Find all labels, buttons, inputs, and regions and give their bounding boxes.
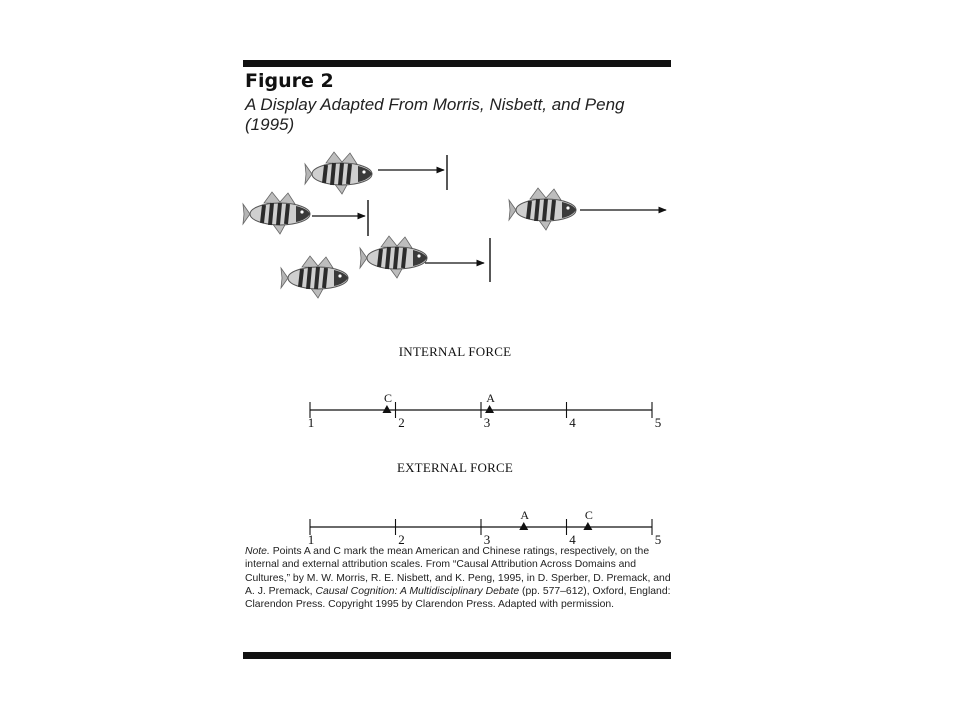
external-marker-c [583, 522, 592, 530]
internal-force-title: INTERNAL FORCE [398, 344, 512, 359]
internal-marker-c [382, 405, 391, 413]
external-tick-label-2: 2 [398, 532, 405, 547]
internal-tick-label-5: 5 [654, 415, 662, 430]
internal-tick-label-1: 1 [307, 415, 315, 430]
internal-marker-label-a: A [486, 391, 495, 405]
external-force-title: EXTERNAL FORCE [396, 460, 514, 475]
fish-bottom [281, 256, 348, 298]
external-marker-label-c: C [584, 508, 593, 522]
fish-group-right [509, 188, 666, 230]
note-text-2: (pp. 577–612), Oxford, England: Clarendon Press. Copyright 1995 by Clarendon Press. Adapted with permission. [245, 585, 671, 611]
internal-tick-label-3: 3 [483, 415, 491, 430]
external-marker-a [519, 522, 528, 530]
external-tick-label-5: 5 [654, 532, 662, 547]
figure-label: Figure 2 [245, 70, 334, 92]
fish-display [240, 150, 670, 310]
note-lead: Note. [245, 546, 270, 557]
internal-tick-label-2: 2 [398, 415, 405, 430]
external-tick-label-1: 1 [307, 532, 315, 547]
external-force-scale [300, 505, 670, 550]
top-rule [243, 60, 671, 67]
note-book-title: Causal Cognition: A Multidisciplinary Debate [315, 585, 520, 597]
internal-marker-label-c: C [383, 391, 392, 405]
bottom-rule [243, 652, 671, 659]
note-text-1: Points A and C mark the mean American and Chinese ratings, respectively, on the internal and external attribution scales. From “Causal Attribution Across Domains and Cultures,” by M. W. Morris, R. E. Nisbett, and K. Peng, 1995, in D. Sperber, D. Premack, and A. J. Premack, [245, 546, 671, 597]
external-marker-label-a: A [520, 508, 530, 522]
internal-tick-label-4: 4 [569, 415, 576, 430]
internal-marker-a [485, 405, 494, 413]
external-tick-label-4: 4 [569, 532, 576, 547]
fish-middle [360, 236, 427, 278]
internal-force-scale [300, 388, 670, 433]
external-tick-label-3: 3 [483, 532, 491, 547]
fish-top [305, 152, 372, 194]
figure-note [245, 545, 675, 611]
fish-right [509, 188, 576, 230]
figure-subtitle: A Display Adapted From Morris, Nisbett, and Peng (1995) [245, 95, 625, 134]
fish-group-left [243, 152, 490, 298]
fish-left [243, 192, 310, 234]
